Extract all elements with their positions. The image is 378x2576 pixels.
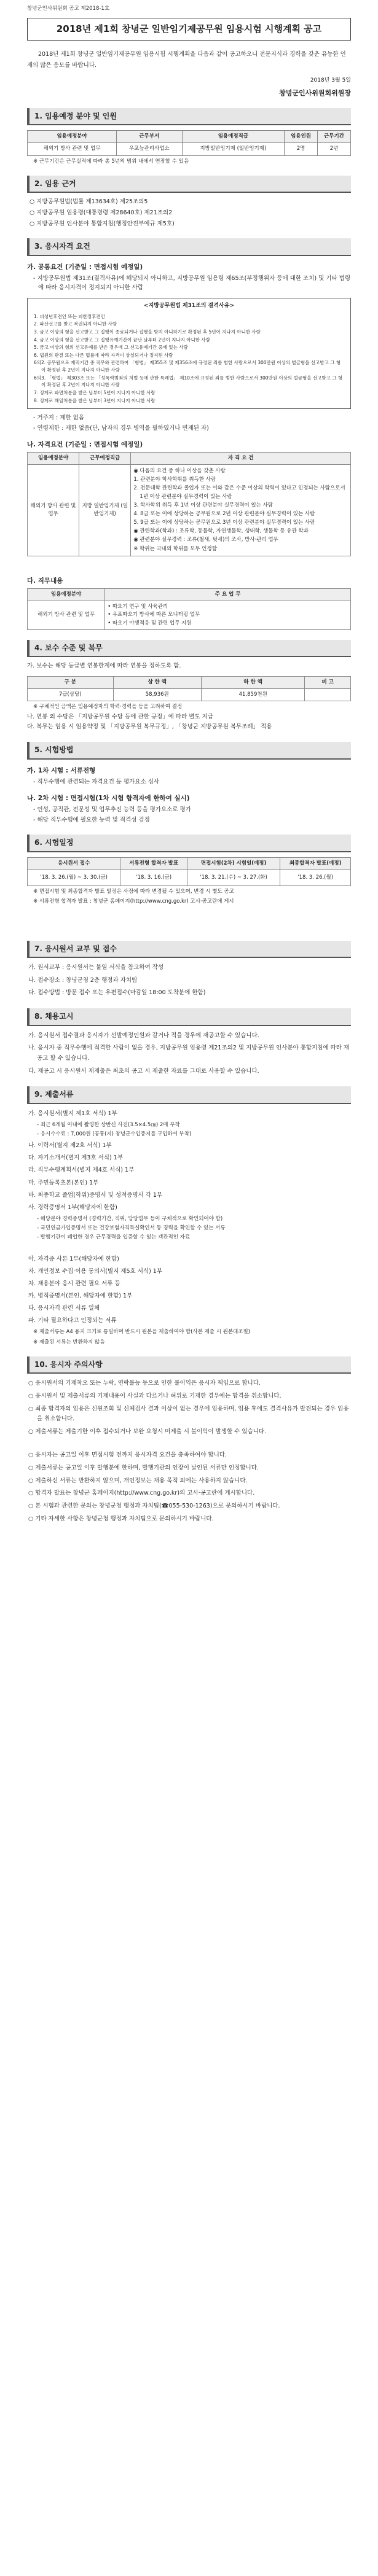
duties-cell xyxy=(105,601,351,630)
document-item: 파. 기타 필요하다고 인정되는 서류 xyxy=(28,1317,117,1325)
requirement-item: 2. 전문대학 관련학과 졸업자 또는 이와 같은 수준 이상의 학력이 있다고 인정되는 사람으로서 1년 이상 관련분야 실무경력이 있는 사람 xyxy=(133,485,345,500)
table-header: 자 격 요 건 xyxy=(131,452,351,464)
document-item: 가. 응시원서(별지 제1호 서식) 1부 xyxy=(28,1110,117,1117)
table-cell: 우포늪관리사업소 xyxy=(117,143,182,155)
basis-item: ○ 지방공무원 인사분야 통합지침(행정안전부예규 제5호) xyxy=(30,220,175,227)
section-2-heading: 2. 임용 근거 xyxy=(27,176,351,193)
recruitment-line: 다. 재공고 시 응시원서 재제출은 최초의 공고 시 제출한 자료를 그대로 사용할 수 있습니다. xyxy=(28,1067,259,1075)
second-exam-line: - 해당 직무수행에 필요한 능력 및 적격성 검정 xyxy=(33,816,150,823)
common-requirements-title: 가. 공통요건 (기준일 : 면접시험 예정일) xyxy=(27,263,143,271)
duty-item: • 우포따오기 방사에 따른 모니터링 업무 xyxy=(108,612,200,618)
disqualification-item: 6의2. 공무원으로 재직기간 중 직무와 관련하여 「형법」 제355조 및 제356조에 규정된 죄를 범한 사람으로서 300만원 이상의 벌금형을 선고받고 그 형이 확정된 후 2년이 지나지 아니한 사람 xyxy=(34,360,341,373)
table-header: 임용예정직급 xyxy=(182,131,285,143)
recruitment-line: 나. 응시자 중 직무수행에 적격한 사람이 없을 경우, 지방공무원 임용령 제21조의2 및 지방공무원 인사분야 통합지침에 따라 재공고 할 수 있습니다. xyxy=(28,1045,350,1062)
table-cell: '18. 3. 26.(월) xyxy=(280,870,351,886)
document-note: ※ 제출된 서류는 반환하지 않음 xyxy=(33,1339,105,1345)
caution-item: ○ 기타 자세한 사항은 창녕군청 행정과 자치팀으로 문의하시기 바랍니다. xyxy=(28,1515,214,1522)
caution-item: ○ 제출서류는 공고일 이후 발행분에 한하며, 발행기관의 인장이 날인된 서류만 인정합니다. xyxy=(28,1465,259,1472)
basis-item: ○ 지방공무원법(법률 제13634호) 제25조의5 xyxy=(30,198,148,206)
disqualification-title: <지방공무원법 제31조의 결격사유> xyxy=(144,302,234,309)
intro-text: 2018년 제1회 창녕군 일반임기제공무원 임용시험 시행계획을 다음과 같이 공고하오니 전문지식과 경력을 갖춘 유능한 인재의 많은 응모를 바랍니다. xyxy=(27,51,346,69)
caution-item: ○ 응시원서 및 제출서류의 기재내용이 사실과 다르거나 허위로 기재한 경우에는 합격을 취소합니다. xyxy=(28,1392,282,1399)
disqualification-item: 6의3. 「형법」 제303조 또는 「성폭력범죄의 처벌 등에 관한 특례법」 제10조에 규정된 죄를 범한 사람으로서 300만원 이상의 벌금형을 선고받고 그 형이 확정된 후 2년이 지나지 아니한 사람 xyxy=(34,375,343,388)
disqualification-item: 8. 징계로 해임처분을 받은 날부터 3년이 지나지 아니한 사람 xyxy=(34,397,156,403)
qualification-title: 나. 자격요건 (기준일 : 면접시험 예정일) xyxy=(27,440,143,448)
table-cell: '18. 3. 21.(수) ~ 3. 27.(화) xyxy=(187,870,280,886)
requirement-item: ◉ 관련학과(학과) : 조류학, 동물학, 자연생물학, 생태학, 생물학 등 유관 학과 xyxy=(133,528,309,535)
first-exam-title: 가. 1차 시험 : 서류전형 xyxy=(27,766,96,774)
requirement-item: ◉ 관련분야 실무경력 : 조류(철새, 텃새)의 조사, 방사·관리 업무 xyxy=(133,537,278,543)
document-item: 사. 경력증명서 1부(해당자에 한함) xyxy=(28,1204,117,1211)
table-cell: 2명 xyxy=(285,143,318,155)
application-line: 다. 접수방법 : 방문 접수 또는 우편접수(마감일 18:00 도착분에 한함) xyxy=(28,989,206,997)
salary-line: 나. 연봉 외 수당은 「지방공무원 수당 등에 관한 규정」에 따라 별도 지급 xyxy=(27,713,214,720)
table-header: 상 한 액 xyxy=(113,677,201,689)
document-subitem: - 응시수수료 : 7,000원 (공통(지) 창녕군수입증지를 구입하여 부착) xyxy=(37,1131,192,1138)
table-header: 주 요 업 무 xyxy=(105,589,351,601)
table-header: 임용예정분야 xyxy=(28,452,79,464)
section-7-heading: 7. 응시원서 교부 및 접수 xyxy=(27,941,351,959)
first-exam-line: - 직무수행에 관련되는 자격요건 등 평가요소 심사 xyxy=(33,778,160,785)
document-subitem: - 최근 6개월 이내에 촬영한 상반신 사진(3.5×4.5㎝) 2매 부착 xyxy=(37,1121,180,1128)
disqualification-item: 6. 법원의 판결 또는 다른 법률에 따라 자격이 상실되거나 정지된 사람 xyxy=(34,352,173,358)
section-5-heading: 5. 시험방법 xyxy=(27,742,351,760)
table-header: 임용예정분야 xyxy=(28,589,105,601)
document-item: 차. 채용분야 응시 관련 필요 서류 등 xyxy=(28,1280,120,1287)
document-item: 바. 최종학교 졸업(학위)증명서 및 성적증명서 각 1부 xyxy=(28,1191,163,1199)
disqualification-item: 5. 금고 이상의 형의 선고유예를 받은 경우에 그 선고유예기간 중에 있는 사람 xyxy=(34,344,188,351)
issuing-org: 창녕군인사위원회위원장 xyxy=(279,88,351,97)
document-item: 마. 주민등록초본(본인) 1부 xyxy=(28,1179,99,1186)
table-cell: 41,859천원 xyxy=(201,689,305,701)
disqualification-item: 4. 금고 이상의 형을 선고받고 그 집행유예기간이 끝난 날부터 2년이 지나지 아니한 사람 xyxy=(34,337,210,343)
disqualification-item: 1. 피성년후견인 또는 피한정후견인 xyxy=(34,313,105,319)
requirement-item: 5. 9급 또는 이에 상당하는 공무원으로 3년 이상 관련분야 실무경력이 있는 사람 xyxy=(133,519,315,526)
disqualification-item: 3. 금고 이상의 형을 선고받고 그 집행이 종료되거나 집행을 받지 아니하기로 확정된 후 5년이 지나지 아니한 사람 xyxy=(34,329,261,335)
document-item: 자. 개인정보 수집·이용 동의서(별지 제5호 서식) 1부 xyxy=(28,1267,163,1275)
table-header: 근무부서 xyxy=(117,131,182,143)
caution-item: ○ 응시자는 공고일 이후 면접시험 전까지 응시자격 요건을 충족하여야 합니다. xyxy=(28,1452,227,1459)
requirement-item: 3. 학사학위 취득 후 1년 이상 관련분야 실무경력이 있는 사람 xyxy=(133,502,274,508)
disqualification-item: 2. 파산선고를 받고 복권되지 아니한 사람 xyxy=(34,321,117,327)
table-cell: '18. 3. 26.(월) ~ 3. 30.(금) xyxy=(28,870,120,886)
table-header: 비 고 xyxy=(305,677,351,689)
caution-item: ○ 제출하신 서류는 반환하지 않으며, 개인정보는 채용 목적 외에는 사용하지 않습니다. xyxy=(28,1477,248,1484)
salary-note: ※ 구체적인 금액은 임용예정자의 학력·경력을 등을 고려하여 결정 xyxy=(33,704,183,710)
recruitment-line: 가. 응시원서 접수결과 응시자가 선발예정인원과 같거나 적을 경우에 재공고할 수 있습니다. xyxy=(28,1032,259,1039)
duty-item: • 따오기 연구 및 사육관리 xyxy=(108,604,168,610)
table-header: 근무기간 xyxy=(318,131,351,143)
table-cell: 7급(상당) xyxy=(28,689,114,701)
duties-table xyxy=(27,588,351,630)
notice-date: 2018년 3월 5일 xyxy=(310,77,351,84)
second-exam-line: - 인성, 공직관, 전문성 및 업무추진 능력 등을 평가요소로 평가 xyxy=(33,806,191,813)
residence-requirement: - 거주지 : 제한 없음 xyxy=(33,414,84,422)
section-1-heading: 1. 임용예정 분야 및 인원 xyxy=(27,108,351,126)
caution-item: ○ 본 시험과 관련한 문의는 창녕군청 행정과 자치팀(☎055-530-1263)으로 문의하시기 바랍니다. xyxy=(28,1502,280,1509)
document-item: 라. 직무수행계획서(별지 제4호 서식) 1부 xyxy=(28,1167,135,1174)
table-header: 서류전형 합격자 발표 xyxy=(120,857,187,870)
disqualification-box xyxy=(27,298,351,409)
caution-item: ○ 제출서류는 제출기한 이후 접수되거나 보완 요청시 미제출 시 불이익이 발생할 수 있습니다. xyxy=(28,1428,267,1435)
table-cell: 58,936원 xyxy=(113,689,201,701)
second-exam-title: 나. 2차 시험 : 면접시험(1차 시험 합격자에 한하여 실시) xyxy=(27,794,190,802)
table-header: 임용예정분야 xyxy=(28,131,117,143)
document-subitem: - 발행기관이 폐업한 경우 근무경력을 입증할 수 있는 객관적인 자료 xyxy=(37,1234,191,1241)
requirement-item: ◉ 다음의 요건 중 하나 이상을 갖춘 사람 xyxy=(133,468,226,475)
salary-line: 다. 복무는 임용 시 임용약정 및 「지방공무원 복무규정」, 「창녕군 지방공무원 복무조례」 적용 xyxy=(27,723,272,731)
section-3-heading: 3. 응시자격 요건 xyxy=(27,238,351,256)
qualification-table xyxy=(27,452,351,556)
table-cell: 해외기 방사 관련 및 업무 xyxy=(28,143,117,155)
table-cell: 해외기 방사 관련 및 업무 xyxy=(28,465,79,556)
table-cell: 해외기 방사 관련 및 업무 xyxy=(28,601,105,630)
document-item: 다. 자기소개서(별지 제3호 서식) 1부 xyxy=(28,1154,123,1162)
section-8-heading: 8. 채용고시 xyxy=(27,1008,351,1026)
section-10-heading: 10. 응시자 주의사항 xyxy=(27,1356,351,1374)
table-cell xyxy=(305,689,351,701)
document-item: 카. 병적증명서(본인, 해당자에 한함) 1부 xyxy=(28,1292,133,1299)
document-subitem: - 국민연금가입증명서 또는 건강보험자격득실확인서 등 경력을 확인할 수 있는 서류 xyxy=(37,1225,226,1232)
document-item: 아. 자격증 사본 1부(해당자에 한함) xyxy=(28,1255,119,1263)
section-9-heading: 9. 제출서류 xyxy=(27,1086,351,1104)
requirement-item: ※ 학위는 국내외 학위를 모두 인정함 xyxy=(133,545,217,552)
common-requirement: - 지방공무원법 제31조(결격사유)에 해당되지 아니하고, 지방공무원 임용령 제65조(부정행위자 등에 대한 조치) 및 기타 법령에 따라 응시자격이 정지되지 아니한 사람 xyxy=(33,275,351,292)
document-item: 나. 이력서(별지 제2호 서식) 1부 xyxy=(28,1142,112,1150)
section-6-heading: 6. 시험일정 xyxy=(27,835,351,852)
caution-item: ○ 합격자 발표는 창녕군 홈페이지(http://www.cng.go.kr)의 고시·공고란에 게시합니다. xyxy=(28,1490,255,1497)
table-cell: 지방 일반임기제 (일반임기제) xyxy=(79,465,131,556)
notice-number: 창녕군인사위원회 공고 제2018-1호 xyxy=(27,6,110,12)
duty-item: • 따오기 야생적응 및 관련 업무 지원 xyxy=(108,620,192,626)
caution-item: ○ 응시원서의 기재착오 또는 누락, 연락불능 등으로 인한 불이익은 응시자 책임으로 합니다. xyxy=(28,1380,261,1387)
basis-item: ○ 지방공무원 임용령(대통령령 제28640호) 제21조의2 xyxy=(30,209,173,217)
application-line: 나. 접수장소 : 창녕군청 2층 행정과 자치팀 xyxy=(28,976,138,984)
application-line: 가. 원서교부 : 응시원서는 붙임 서식을 참고하여 작성 xyxy=(28,964,164,971)
salary-table xyxy=(27,676,351,701)
duties-title: 다. 직무내용 xyxy=(27,577,63,585)
table-header: 하 한 액 xyxy=(201,677,305,689)
table-header: 면접시험(2차) 시험일(예정) xyxy=(187,857,280,870)
requirement-item: 1. 관련분야 학사학위를 취득한 사람 xyxy=(133,477,216,483)
table-note: ※ 근무기간은 근무실적에 따라 총 5년의 범위 내에서 연장할 수 있음 xyxy=(33,158,189,165)
table-header: 근무예정직급 xyxy=(79,452,131,464)
schedule-note: ※ 서류전형 합격자 발표 : 창녕군 홈페이지(http://www.cng.go.kr) 고시·공고란에 게시 xyxy=(33,898,234,905)
age-requirement: - 연령제한 : 제한 없음(단, 남자의 경우 병역을 필하였거나 면제된 자) xyxy=(33,424,209,432)
positions-table xyxy=(27,130,351,155)
document-note: ※ 제출서류는 A4 용지 크기로 통일하며 반드시 원본을 제출하여야 함(사본 제출 시 원본대조필) xyxy=(33,1329,250,1336)
page-title: 2018년 제1회 창녕군 일반임기제공무원 임용시험 시행계획 공고 xyxy=(27,18,351,41)
requirement-item: 4. 8급 또는 이에 상당하는 공무원으로 2년 이상 관련분야 실무경력이 있는 사람 xyxy=(133,510,315,517)
disqualification-item: 7. 징계로 파면처분을 받은 날부터 5년이 지나지 아니한 사람 xyxy=(34,389,156,395)
caution-item: ○ 최종 합격자의 임용은 신원조회 및 신체검사 결과 이상이 없는 경우에 임용하며, 임용 후에도 결격사유가 발견되는 경우 임용을 취소합니다. xyxy=(28,1405,349,1423)
schedule-table xyxy=(27,857,351,886)
salary-intro: 가. 보수는 해당 등급별 연봉한계에 따라 연봉을 정하도록 함. xyxy=(27,663,181,670)
table-header: 최종합격자 발표(예정) xyxy=(280,857,351,870)
table-cell: 지방일반임기제 (일반임기제) xyxy=(182,143,285,155)
table-header: 구 분 xyxy=(28,677,114,689)
table-header: 응시원서 접수 xyxy=(28,857,120,870)
requirements-cell xyxy=(131,465,351,556)
schedule-note: ※ 면접시험 및 최종합격자 발표 일정은 사정에 따라 변경될 수 있으며, 변경 시 별도 공고 xyxy=(33,889,234,895)
table-cell: 2년 xyxy=(318,143,351,155)
table-header: 임용인원 xyxy=(285,131,318,143)
document-item: 타. 응시자격 관련 서류 일체 xyxy=(28,1305,100,1312)
table-cell: '18. 3. 16.(금) xyxy=(120,870,187,886)
document-subitem: - 해당분야 경력증명서 (경력기간, 직위, 담당업무 등이 구체적으로 확인되어야 함) xyxy=(37,1216,223,1223)
section-4-heading: 4. 보수 수준 및 복무 xyxy=(27,640,351,658)
